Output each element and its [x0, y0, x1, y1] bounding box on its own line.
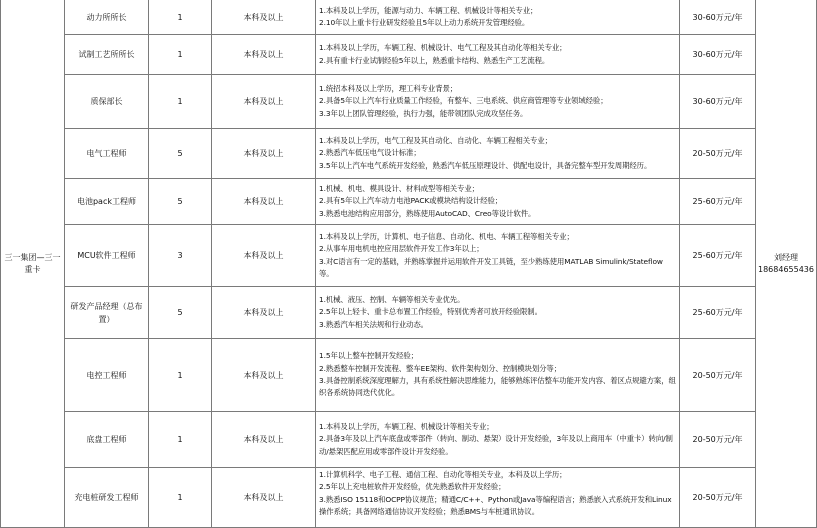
contact-name: 刘经理	[774, 252, 798, 262]
job-requirements	[316, 0, 680, 35]
requirement-line: 2.具备5年以上汽车行业质量工作经验，有整车、三电系统、供应商管理等专业领域经验；	[319, 96, 608, 106]
job-education: 本科及以上	[212, 287, 316, 339]
requirement-line: 2.具有5年以上汽车动力电池PACK或模块结构设计经验；	[319, 196, 503, 206]
requirement-line: 3.3年以上团队管理经验，执行力强，能带领团队完成攻坚任务。	[319, 108, 528, 118]
table-row	[1, 339, 817, 412]
job-salary: 30-60万元/年	[680, 0, 756, 35]
job-salary: 20-50万元/年	[680, 412, 756, 468]
job-salary: 30-60万元/年	[680, 35, 756, 75]
job-title: MCU软件工程师	[65, 225, 149, 287]
requirement-line: 3.具备控制系统深度理解力，具有系统性解决思维能力，能够熟练评估整车功能开发内容、着区点规避方案，组织各系统协同迭代优化。	[319, 376, 676, 398]
job-education: 本科及以上	[212, 468, 316, 528]
job-education: 本科及以上	[212, 412, 316, 468]
job-requirements	[316, 129, 680, 179]
requirement-line: 1.本科及以上学历，能源与动力、车辆工程、机械设计等相关专业；	[319, 5, 538, 15]
requirement-line: 1.5年以上整车控制开发经验；	[319, 351, 418, 361]
job-count: 5	[149, 129, 212, 179]
job-count: 1	[149, 75, 212, 129]
job-count: 1	[149, 35, 212, 75]
job-education: 本科及以上	[212, 339, 316, 412]
requirement-line: 2.具有重卡行业试制经验5年以上，熟悉重卡结构、熟悉生产工艺流程。	[319, 55, 550, 65]
job-title: 质保部长	[65, 75, 149, 129]
job-salary: 30-60万元/年	[680, 75, 756, 129]
requirement-line: 2.具备3年及以上汽车底盘或零部件（转向、制动、悬架）设计开发经验，3年及以上商用车（中重卡）转向/制动/悬架匹配应用或零部件设计开发经验。	[319, 434, 673, 456]
requirement-line: 1.机械、液压、控制、车辆等相关专业优先。	[319, 294, 465, 304]
requirement-line: 3.熟悉汽车相关法规和行业动态。	[319, 319, 428, 329]
job-salary: 20-50万元/年	[680, 468, 756, 528]
job-count: 1	[149, 468, 212, 528]
job-education: 本科及以上	[212, 0, 316, 35]
job-education: 本科及以上	[212, 179, 316, 225]
contact-phone: 18684655436	[758, 264, 814, 274]
job-count: 5	[149, 287, 212, 339]
job-requirements	[316, 35, 680, 75]
requirement-line: 1.本科及以上学历，车辆工程、机械设计等相关专业；	[319, 421, 494, 431]
job-requirements	[316, 468, 680, 528]
requirement-line: 1.本科及以上学历，计算机、电子信息、自动化、机电、车辆工程等相关专业；	[319, 231, 574, 241]
job-salary: 25-60万元/年	[680, 225, 756, 287]
requirement-line: 1.机械、机电、模具设计、材料成型等相关专业；	[319, 183, 479, 193]
job-count: 3	[149, 225, 212, 287]
job-salary: 25-60万元/年	[680, 179, 756, 225]
requirement-line: 2.熟悉汽车低压电气设计标准；	[319, 148, 421, 158]
requirement-line: 2.从事车用电机电控应用层软件开发工作3年以上；	[319, 244, 484, 254]
requirement-line: 3.熟悉电池结构应用部分，熟练使用AutoCAD、Creo等设计软件。	[319, 208, 536, 218]
requirement-line: 3.熟悉ISO 15118和OCPP协议规范；精通C/C++、Python或Java等编程语言；熟悉嵌入式系统开发和Linux操作系统；具备网络通信协议开发经验；熟悉BMS与车桩通讯协议。	[319, 494, 672, 517]
job-title: 试制工艺所所长	[65, 35, 149, 75]
requirement-line: 2.5年以上轻卡、重卡总布置工作经验，特别优秀者可放开经验限制。	[319, 307, 542, 317]
table-row	[1, 129, 817, 179]
requirement-line: 2.5年以上充电桩软件开发经验，优先熟悉软件开发经验；	[319, 482, 506, 492]
job-title: 电池pack工程师	[65, 179, 149, 225]
job-count: 1	[149, 0, 212, 35]
table-row	[1, 412, 817, 468]
table-row	[1, 468, 817, 528]
requirement-line: 1.计算机科学、电子工程、通信工程、自动化等相关专业，本科及以上学历；	[319, 470, 567, 479]
table-row	[1, 75, 817, 129]
contact-cell	[756, 0, 817, 528]
table-row	[1, 287, 817, 339]
job-salary: 25-60万元/年	[680, 287, 756, 339]
job-title: 研发产品经理（总布置）	[65, 287, 149, 339]
requirement-line: 1.本科及以上学历，电气工程及其自动化、自动化、车辆工程相关专业；	[319, 135, 552, 145]
table-row	[1, 179, 817, 225]
job-education: 本科及以上	[212, 225, 316, 287]
job-count: 5	[149, 179, 212, 225]
job-requirements	[316, 225, 680, 287]
job-education: 本科及以上	[212, 75, 316, 129]
requirement-line: 2.熟悉整车控制开发流程、整车EE架构、软件架构划分、控制模块划分等；	[319, 363, 562, 373]
requirement-line: 3.5年以上汽车电气系统开发经验，熟悉汽车低压原理设计、供配电设计，具备完整车型开发周期经历。	[319, 160, 652, 170]
job-education: 本科及以上	[212, 129, 316, 179]
job-requirements	[316, 287, 680, 339]
job-requirements	[316, 75, 680, 129]
job-count: 1	[149, 412, 212, 468]
job-title: 动力所所长	[65, 0, 149, 35]
department-label: 三一集团—三一重卡	[4, 252, 61, 274]
job-requirements	[316, 412, 680, 468]
table-row	[1, 0, 817, 35]
job-title: 电气工程师	[65, 129, 149, 179]
job-title: 底盘工程师	[65, 412, 149, 468]
job-salary: 20-50万元/年	[680, 339, 756, 412]
requirement-line: 3.对C语言有一定的基础，并熟练掌握并运用软件开发工具链，至少熟练使用MATLAB Simulink/Stateflow等。	[319, 256, 663, 278]
job-salary: 20-50万元/年	[680, 129, 756, 179]
table-row	[1, 35, 817, 75]
table-row	[1, 225, 817, 287]
job-title: 电控工程师	[65, 339, 149, 412]
job-requirements	[316, 339, 680, 412]
job-title: 充电桩研发工程师	[65, 468, 149, 528]
requirement-line: 1.本科及以上学历，车辆工程、机械设计、电气工程及其自动化等相关专业；	[319, 43, 567, 53]
job-education: 本科及以上	[212, 35, 316, 75]
requirement-line: 2.10年以上重卡行业研发经验且5年以上动力系统开发管理经验。	[319, 18, 530, 27]
job-requirements	[316, 179, 680, 225]
department-cell	[1, 0, 65, 528]
job-count: 1	[149, 339, 212, 412]
requirement-line: 1.统招本科及以上学历，理工科专业背景；	[319, 83, 458, 93]
